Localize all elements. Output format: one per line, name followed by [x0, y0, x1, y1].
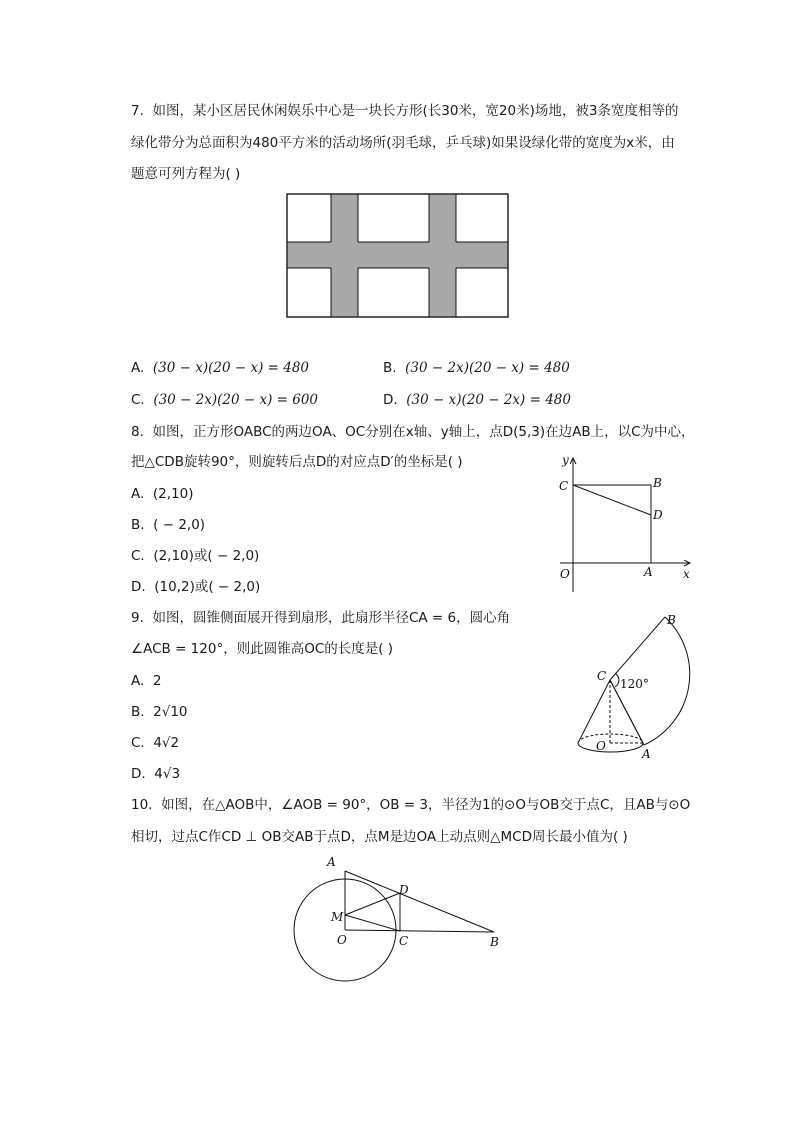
q7-text-line1: 如图，某小区居民休闲娱乐中心是一块长方形(长30米，宽20米)场地，被3条宽度相等的 — [152, 103, 679, 119]
q10-number: 10. — [131, 797, 153, 813]
q7-option-a[interactable]: A. (30 − x)(20 − x) = 480 — [131, 360, 309, 376]
q8-label-y: y — [562, 453, 569, 467]
q10-label-o: O — [337, 933, 347, 947]
q9-text-line1: 如图，圆锥侧面展开得到扇形，此扇形半径CA = 6，圆心角 — [152, 610, 511, 626]
q7-greenbelt-left — [331, 194, 358, 317]
q7-line3: 题意可列方程为( ) — [131, 166, 241, 182]
q9-line1 — [131, 608, 510, 628]
q9-sector-arc — [644, 617, 690, 745]
q10-segment-mc — [345, 915, 400, 931]
q7-option-b[interactable]: B. (30 − 2x)(20 − x) = 480 — [383, 360, 570, 376]
q8-label-o: O — [560, 567, 570, 581]
q9-label-o: O — [596, 739, 606, 753]
q8-coordinate-figure — [552, 452, 702, 594]
q8-segment-cd — [573, 485, 651, 515]
q9-cone-left — [578, 680, 610, 743]
q9-option-a[interactable]: A. 2 — [131, 673, 162, 689]
q9-option-b[interactable]: B. 2√10 — [131, 704, 188, 720]
q10-segment-ab — [345, 871, 494, 932]
q10-label-m: M — [331, 910, 344, 924]
q8-text-line1: 如图，正方形OABC的两边OA、OC分别在x轴、y轴上，点D(5,3)在边AB上，以C为中心， — [152, 424, 695, 440]
q9-option-d[interactable]: D. 4√3 — [131, 766, 181, 782]
q10-text-line1: 如图，在△AOB中，∠AOB = 90°，OB = 3，半径为1的⊙O与OB交于点C，且AB与⊙O — [161, 797, 691, 813]
q9-label-b: B — [667, 613, 676, 627]
q9-cone-figure — [568, 608, 718, 768]
q9-option-c[interactable]: C. 4√2 — [131, 735, 180, 751]
q10-line2: 相切，过点C作CD ⊥ OB交AB于点D，点M是边OA上动点则△MCD周长最小值为( ) — [131, 829, 628, 845]
q9-number: 9. — [131, 610, 144, 626]
q9-angle-arc — [615, 674, 619, 687]
q10-segment-ob — [345, 930, 494, 932]
q9-base-front — [578, 743, 643, 752]
q8-line1 — [131, 422, 695, 442]
q7-option-d[interactable]: D. (30 − x)(20 − 2x) = 480 — [383, 392, 571, 408]
q8-number: 8. — [131, 424, 144, 440]
q8-line2: 把△CDB旋转90°，则旋转后点D的对应点D′的坐标是( ) — [131, 454, 463, 470]
q10-label-b: B — [490, 935, 499, 949]
q7-greenbelt-horizontal — [287, 242, 508, 268]
q8-option-a[interactable]: A. (2,10) — [131, 486, 194, 502]
q8-label-c: C — [559, 479, 569, 493]
q8-option-c[interactable]: C. (2,10)或( − 2,0) — [131, 548, 260, 564]
q10-label-a: A — [327, 855, 336, 869]
q8-label-x: x — [683, 567, 690, 581]
q7-field-figure — [286, 193, 510, 319]
q10-circle-figure — [290, 852, 510, 984]
q8-label-d: D — [653, 508, 663, 522]
q9-line2: ∠ACB = 120°，则此圆锥高OC的长度是( ) — [131, 641, 394, 657]
q7-option-c[interactable]: C. (30 − 2x)(20 − x) = 600 — [131, 392, 319, 408]
q8-square — [573, 485, 651, 563]
q8-option-b[interactable]: B. ( − 2,0) — [131, 517, 206, 533]
q9-label-a: A — [642, 747, 651, 761]
q9-label-angle: 120° — [620, 677, 649, 691]
q10-label-c: C — [399, 934, 409, 948]
q8-option-d[interactable]: D. (10,2)或( − 2,0) — [131, 579, 261, 595]
q7-line1 — [131, 101, 678, 121]
q7-number: 7. — [131, 103, 144, 119]
q9-radius-cb — [610, 617, 665, 680]
q8-label-a: A — [644, 565, 653, 579]
q10-segment-md — [345, 893, 400, 915]
q7-line2: 绿化带分为总面积为480平方米的活动场所(羽毛球，乒乓球)如果设绿化带的宽度为x米，由 — [131, 135, 675, 151]
q10-label-d: D — [399, 883, 409, 897]
q8-label-b: B — [653, 476, 662, 490]
q7-greenbelt-right — [429, 194, 456, 317]
q10-line1 — [131, 795, 690, 815]
q9-label-c: C — [597, 669, 607, 683]
